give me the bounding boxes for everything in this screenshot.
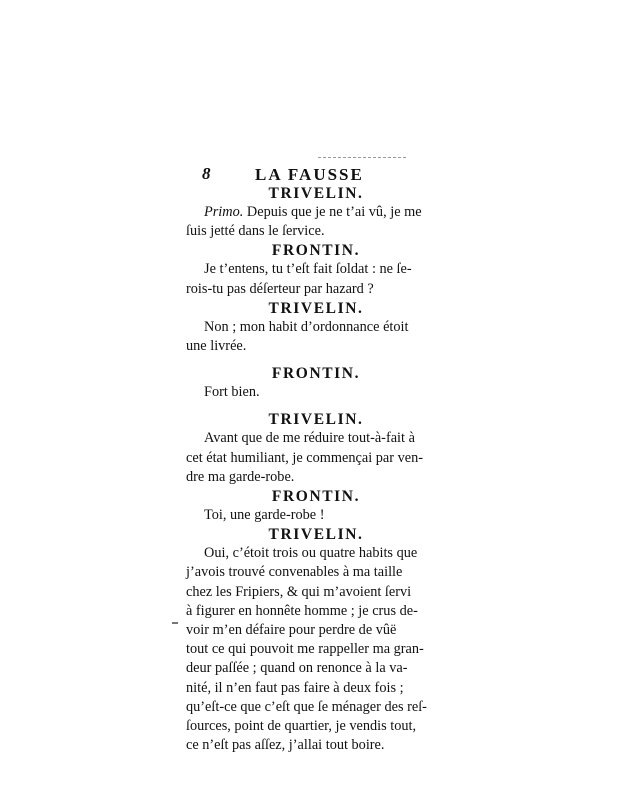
speaker-heading: TRIVELIN.	[268, 411, 364, 429]
speech-line: tout ce qui pouvoit me rappeller ma gran-	[186, 641, 424, 658]
speech-text: Depuis que je ne t’ai vû, je me	[246, 204, 422, 220]
speaker-heading: FRONTIN.	[271, 365, 361, 383]
speech-line: deur paſſée ; quand on renonce à la va-	[186, 660, 408, 677]
spacer	[186, 356, 446, 364]
running-title: LA FAUSSE	[255, 165, 364, 184]
speech-line: Fort bien.	[204, 384, 260, 401]
speaker-heading: FRONTIN.	[271, 242, 361, 260]
speech-line: à figurer en honnête homme ; je crus de-	[186, 602, 418, 619]
speech-line: une livrée.	[186, 338, 247, 355]
speech-line: ce n’eſt pas aſſez, j’allai tout boire.	[186, 737, 385, 754]
page-number: 8	[202, 164, 211, 183]
header-rule	[318, 157, 406, 159]
speech-line: cet état humiliant, je commençai par ven-	[186, 449, 423, 466]
speech-line: ſuis jetté dans le ſervice.	[186, 223, 325, 240]
speech-line: Avant que de me réduire tout-à-fait à	[204, 430, 415, 447]
speech-line: dre ma garde-robe.	[186, 468, 295, 485]
speech-line: nité, il n’en faut pas faire à deux fois ;	[186, 679, 404, 696]
speech-line: Non ; mon habit d’ordonnance étoit	[204, 318, 409, 335]
speech-lead: Primo.	[204, 204, 244, 220]
margin-ink-mark	[172, 622, 178, 624]
speaker-heading: TRIVELIN.	[268, 299, 364, 317]
speech-line: Toi, une garde-robe !	[204, 507, 325, 524]
dialogue-text	[186, 184, 446, 755]
speech-line: qu’eſt-ce que c’eſt que ſe ménager des reſ-	[186, 698, 427, 715]
spacer	[186, 402, 446, 410]
speaker-heading: TRIVELIN.	[268, 185, 364, 202]
speech-line: Je t’entens, tu t’eſt fait ſoldat : ne ſe-	[204, 261, 412, 278]
speech-line: Oui, c’étoit trois ou quatre habits que	[204, 545, 418, 562]
speech-line: chez les Fripiers, & qui m’avoient ſervi	[186, 583, 412, 600]
speaker-heading: TRIVELIN.	[268, 526, 364, 544]
speech-line	[186, 203, 446, 222]
speech-line: voir m’en défaire pour perdre de vûë	[186, 622, 397, 639]
speech-line: ſources, point de quartier, je vendis tout,	[186, 718, 417, 735]
speaker-heading: FRONTIN.	[271, 488, 361, 506]
speech-line: j’avois trouvé convenables à ma taille	[186, 564, 403, 581]
speech-line: rois-tu pas déſerteur par hazard ?	[186, 280, 374, 297]
